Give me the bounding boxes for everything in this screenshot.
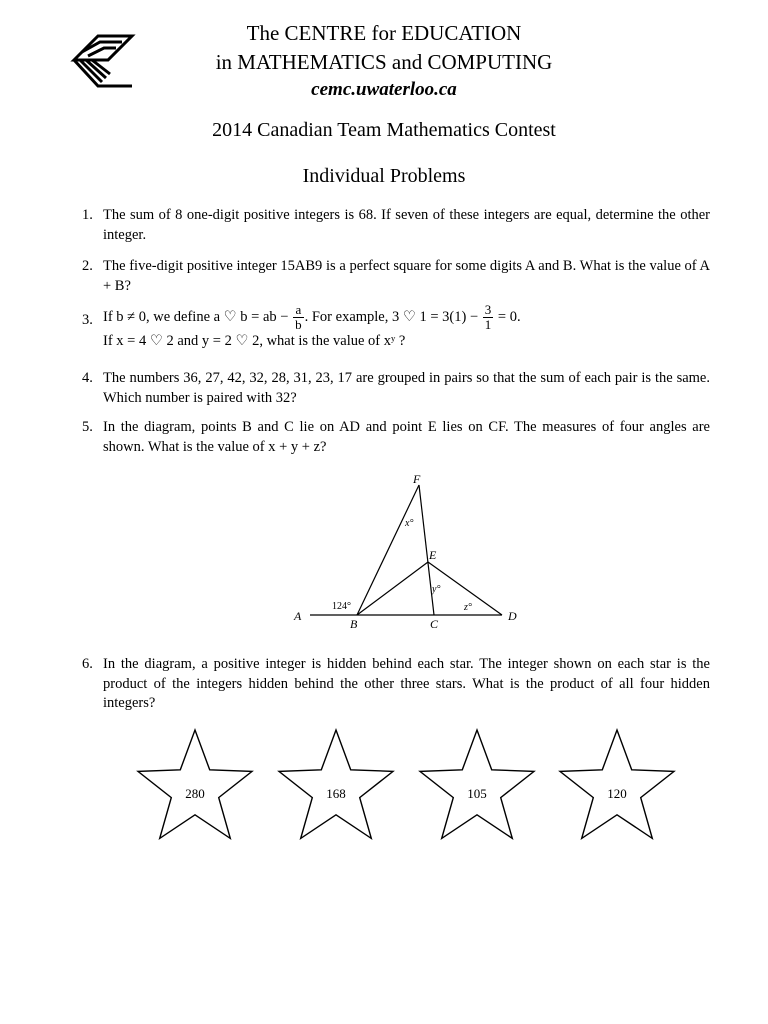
label-f: F [413, 472, 421, 486]
star-value: 120 [607, 786, 627, 801]
problem-1 [82, 206, 710, 245]
problem-number: 2. [82, 258, 93, 274]
problem-text-line-2: If x = 4 ♡ 2 and y = 2 ♡ 2, what is the value of xʸ ? [103, 333, 406, 349]
label-c: C [430, 617, 439, 631]
problem-number: 1. [82, 207, 93, 223]
section-title: Individual Problems [302, 165, 466, 187]
text-part: . For example, 3 ♡ 1 = 3(1) − [304, 308, 479, 325]
star-value: 280 [185, 786, 205, 801]
problem-text-line-1 [103, 303, 710, 332]
problem-text: In the diagram, points B and C lie on AD and point E lies on CF. The measures of four angles are shown. What is the value of x + y + z? [103, 419, 710, 455]
problem-2 [82, 257, 710, 296]
label-a: A [294, 609, 302, 623]
star-4 [560, 730, 674, 838]
problem-6 [82, 655, 710, 714]
star-value: 105 [467, 786, 487, 801]
fraction-numerator: 3 [484, 302, 492, 317]
header-website: cemc.uwaterloo.ca [311, 79, 457, 100]
geometry-diagram [280, 470, 530, 635]
label-d: D [508, 609, 517, 623]
problem-number: 4. [82, 370, 93, 386]
problem-number: 3. [82, 312, 93, 328]
problem-text: The sum of 8 one-digit positive integers is 68. If seven of these integers are equal, determine the other integer. [103, 207, 710, 243]
star-3 [420, 730, 534, 838]
problem-text: The numbers 36, 27, 42, 32, 28, 31, 23, 17 are grouped in pairs so that the sum of each pair is the same. Which number is paired with 32? [103, 370, 710, 406]
fraction-a-over-b [293, 303, 304, 332]
fraction-numerator: a [293, 303, 304, 318]
text-part: = 0. [497, 308, 521, 325]
header-line-2: in MATHEMATICS and COMPUTING [215, 50, 553, 74]
star-1 [138, 730, 252, 838]
angle-x-label: x° [405, 518, 414, 529]
text-part: If b ≠ 0, we define a ♡ b = ab − [103, 308, 289, 325]
problem-text: In the diagram, a positive integer is hidden behind each star. The integer shown on each star is the product of the integers hidden behind the other three stars. What is the product of all four hidden integers? [103, 656, 710, 711]
problem-5 [82, 418, 710, 457]
star-value: 168 [326, 786, 346, 801]
fraction-denominator: 1 [484, 317, 492, 332]
problem-3 [82, 303, 710, 352]
problem-4 [82, 369, 710, 408]
angle-124-label: 124° [332, 601, 351, 612]
star-2 [279, 730, 393, 838]
stars-diagram [130, 725, 685, 855]
problem-number: 6. [82, 656, 93, 672]
contest-title: 2014 Canadian Team Mathematics Contest [212, 119, 556, 141]
angle-z-label: z° [464, 602, 472, 613]
problem-text: The five-digit positive integer 15AB9 is a perfect square for some digits A and B. What is the value of A + B? [103, 258, 710, 294]
problem-number: 5. [82, 419, 93, 435]
fraction-3-over-1 [483, 303, 494, 332]
header-line-1: The CENTRE for EDUCATION [246, 21, 522, 45]
line-be [357, 562, 428, 615]
fraction-denominator: b [295, 317, 302, 332]
label-e: E [429, 548, 437, 562]
label-b: B [350, 617, 358, 631]
angle-y-label: y° [432, 584, 441, 595]
line-bf [357, 485, 419, 615]
